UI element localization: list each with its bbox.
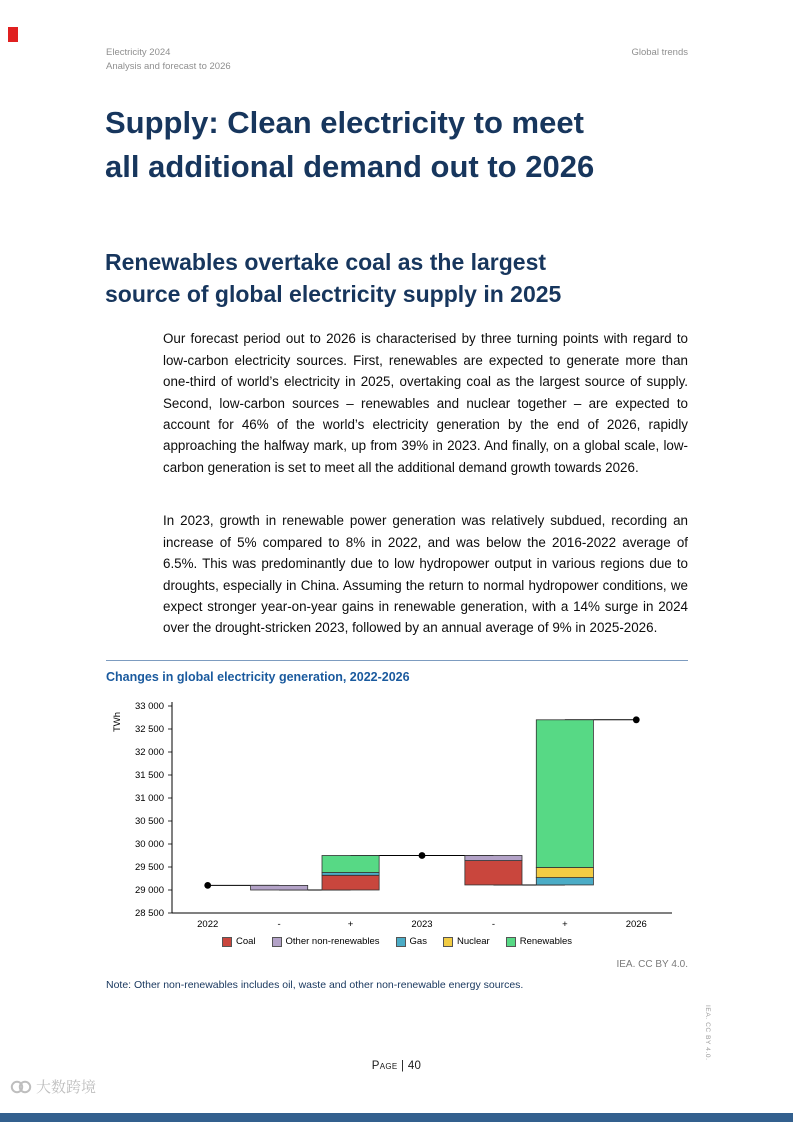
svg-text:31 000: 31 000: [134, 793, 164, 805]
legend-item-coal: [222, 936, 256, 947]
svg-text:+: +: [347, 919, 354, 930]
page-title-line2: all additional demand out to 2026: [105, 149, 595, 184]
svg-text:32 000: 32 000: [134, 747, 164, 759]
legend-item-nuclear: [443, 936, 490, 947]
chart-divider-rule: [106, 660, 688, 661]
svg-text:2026: 2026: [625, 919, 647, 930]
corner-mark: [8, 27, 18, 42]
watermark-logo-icon: [10, 1078, 32, 1096]
legend-swatch: [396, 937, 406, 947]
legend-label: Renewables: [519, 936, 573, 947]
svg-text:32 500: 32 500: [134, 724, 164, 736]
svg-text:31 500: 31 500: [134, 770, 164, 782]
page-title: [105, 101, 725, 189]
legend-label: Nuclear: [456, 936, 490, 947]
svg-text:2023: 2023: [411, 919, 433, 930]
header-section-label: Global trends: [631, 47, 688, 58]
header-report-title: Electricity 2024: [106, 47, 171, 58]
header-left: [106, 46, 231, 74]
legend-item-other-non-renewables: [272, 936, 380, 947]
side-license-text: IEA. CC BY 4.0.: [704, 1005, 711, 1061]
svg-text:2022: 2022: [197, 919, 219, 930]
chart-source-attribution: IEA. CC BY 4.0.: [616, 959, 688, 970]
legend-swatch: [443, 937, 453, 947]
svg-text:29 500: 29 500: [134, 862, 164, 874]
legend-swatch: [272, 937, 282, 947]
chart-legend: [106, 936, 688, 947]
legend-swatch: [222, 937, 232, 947]
section-heading: [105, 246, 725, 310]
legend-label: Coal: [235, 936, 256, 947]
section-heading-line2: source of global electricity supply in 2025: [105, 281, 562, 307]
legend-item-gas: [396, 936, 427, 947]
svg-text:28 500: 28 500: [134, 908, 164, 920]
svg-text:30 000: 30 000: [134, 839, 164, 851]
legend-item-renewables: [506, 936, 572, 947]
watermark: [10, 1076, 96, 1097]
legend-label: Gas: [409, 936, 427, 947]
body-paragraph-2: In 2023, growth in renewable power generation was relatively subdued, recording an increase of 5% compared to 8% in 2022, and was below the 2016-2022 average of 6.5%. This was predominantly due to low hydropower output in various regions due to droughts, especially in China. Assuming the return to normal hydropower conditions, we expect stronger year-on-year gains in renewable generation, with a 14% surge in 2024 over the drought-stricken 2023, followed by an annual average of 9% in 2025-2026.: [163, 513, 688, 636]
chart-heading: Changes in global electricity generation, 2022-2026: [106, 670, 410, 684]
footer-accent-bar: [0, 1113, 793, 1122]
page-number: Page | 40: [371, 1060, 422, 1072]
svg-text:-: -: [491, 919, 496, 930]
legend-label: Other non-renewables: [285, 936, 380, 947]
svg-text:30 500: 30 500: [134, 816, 164, 828]
waterfall-chart: [106, 690, 688, 936]
header-report-subtitle: Analysis and forecast to 2026: [106, 61, 231, 72]
page-header: [106, 46, 688, 74]
watermark-label: 大数跨境: [36, 1079, 97, 1096]
svg-text:29 000: 29 000: [134, 885, 164, 897]
page-title-line1: Supply: Clean electricity to meet: [105, 105, 584, 140]
svg-text:+: +: [562, 919, 568, 930]
legend-swatch: [506, 937, 516, 947]
section-heading-line1: Renewables overtake coal as the largest: [105, 249, 547, 275]
body-paragraph-1: Our forecast period out to 2026 is characterised by three turning points with regard to low-carbon electricity sources. First, renewables are expected to generate more than one-third of world’s electricity in 2025, overtaking coal as the largest source of supply. Second, low-carbon sources – renewables and nuclear together – are expected to account for 46% of the world’s electricity generation by the end of 2026, rapidly approaching the halfway mark, up from 39% in 2023. And finally, on a global scale, low-carbon generation is set to meet all the additional demand growth towards 2026.: [163, 331, 688, 475]
chart-block: [106, 660, 688, 991]
chart-note: Note: Other non-renewables includes oil, waste and other non-renewable energy sources.: [106, 979, 524, 991]
svg-text:TWh: TWh: [112, 711, 123, 733]
svg-text:-: -: [277, 919, 281, 930]
svg-text:33 000: 33 000: [134, 701, 164, 713]
